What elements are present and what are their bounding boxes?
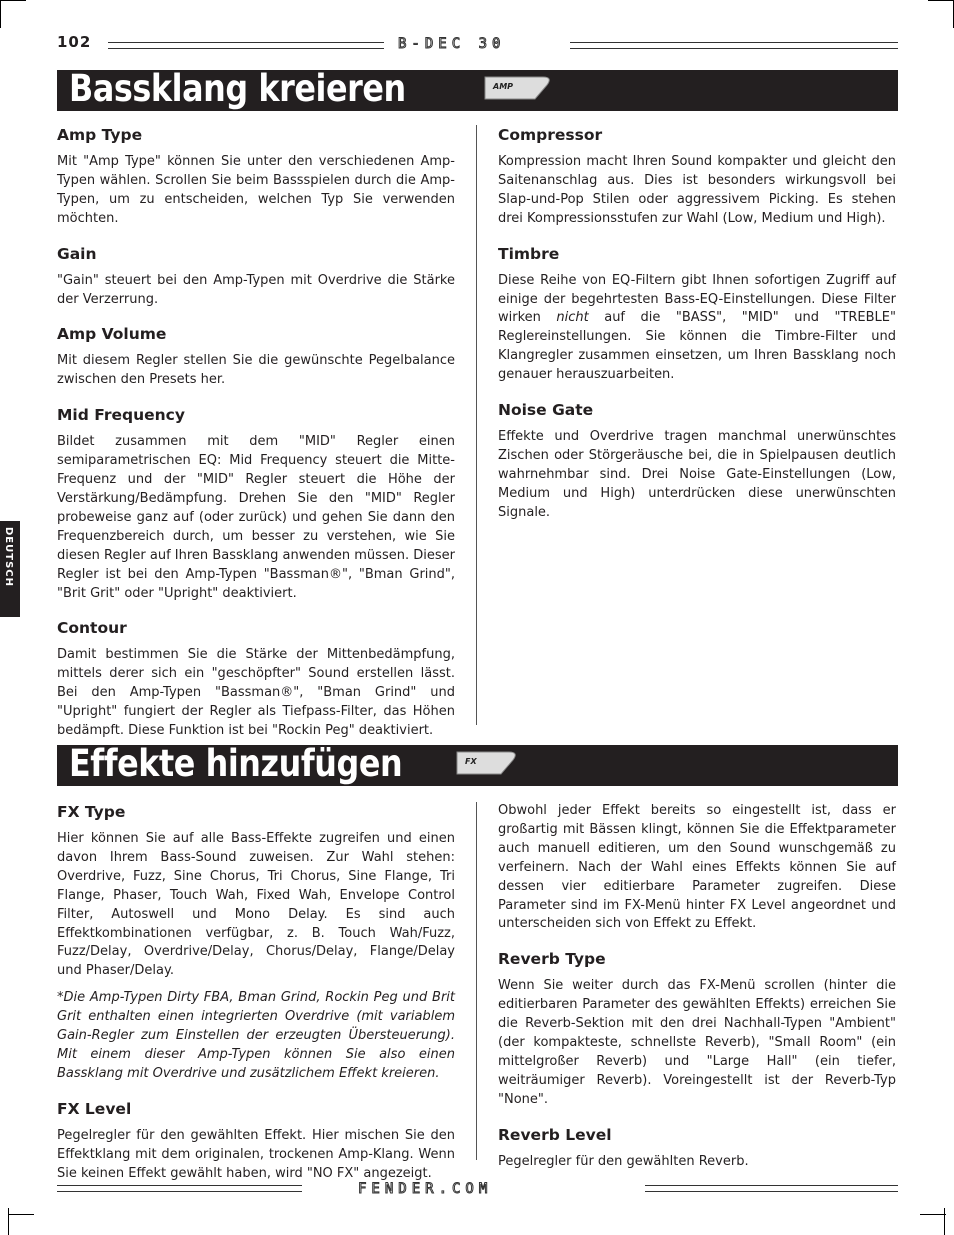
footer-website[interactable]: FENDER.COM: [358, 1181, 493, 1197]
section2-right-column: [498, 802, 896, 1187]
section1-left-column: [57, 125, 455, 756]
heading-compressor: Compressor: [498, 126, 603, 144]
paragraph: "Gain" steuert bei den Amp-Typen mit Overdrive die Stärke der Verzerrung.: [57, 272, 455, 307]
footer-rule-right: [645, 1185, 898, 1192]
heading-mid-frequency: Mid Frequency: [57, 406, 185, 425]
paragraph: Mit "Amp Type" können Sie unter den verschiedenen Amp-Typen wählen. Scrollen Sie beim Bassspielen durch die Amp-Typen, um zu entscheiden, welchen Typ Sie verwenden möchten.: [57, 154, 455, 226]
crop-mark: [0, 0, 1, 28]
paragraph: Mit diesem Regler stellen Sie die gewünschte Pegelbalance zwischen den Presets her.: [57, 353, 455, 388]
heading-gain: Gain: [57, 244, 97, 263]
language-tab: [0, 521, 20, 617]
section-title: Bassklang kreieren: [69, 67, 406, 110]
heading-reverb-level: Reverb Level: [498, 1125, 612, 1144]
crop-mark: [928, 0, 954, 1]
column-divider: [476, 125, 477, 725]
section1-right-column: [498, 125, 896, 538]
header-rule-left: [108, 42, 384, 49]
language-label: DEUTSCH: [3, 527, 14, 587]
heading-amp-type: Amp Type: [57, 126, 143, 144]
section2-left-column: [57, 802, 455, 1199]
header-rule-right: [570, 42, 898, 49]
paragraph: Damit bestimmen Sie die Stärke der Mittenbedämpfung, mittels derer sich ein "geschöpfter" Sound erstellen lässt. Bei den Amp-Typen "Bassman®", "Bman Grind" und "Upright" fungiert der Regler als Tiefpass-Filter, das Höhen bedämpft. Diese Funktion ist bei "Rockin Peg" deaktiviert.: [57, 647, 455, 739]
fx-tab: [455, 750, 519, 776]
amp-tab: [483, 75, 553, 101]
amp-tab-label: AMP: [493, 82, 514, 91]
heading-fx-level: FX Level: [57, 1099, 132, 1118]
paragraph: Obwohl jeder Effekt bereits so eingestellt ist, dass er großartig mit Bässen klingt, können Sie die Effektparameter auch manuell editieren, um den Sound wunschgemäß zu verfeinern. Nach der Wahl eines Effekts können Sie auf dessen vier editierbare Parameter zugreifen. Diese Parameter sind im FX-Menü hinter FX Level angeordnet und unterscheiden sich von Effekt zu Effekt.: [498, 803, 896, 932]
heading-amp-volume: Amp Volume: [57, 325, 167, 344]
product-name: B-DEC 30: [398, 36, 506, 52]
paragraph: Wenn Sie weiter durch das FX-Menü scrollen (hinter die editierbaren Parameter des gewählten Effekts) erreichen Sie die Reverb-Sektion mit den drei Nachhall-Typen "Ambient" (der kompakteste, schnellste Reverb), "Small Room" (ein mittelgroßer Reverb) und "Large Hall" (ein tiefer, weiträumiger Reverb). Voreingestellt ist der Reverb-Typ "None".: [498, 978, 896, 1107]
heading-reverb-type: Reverb Type: [498, 950, 606, 969]
crop-mark: [0, 0, 26, 1]
paragraph: Bildet zusammen mit dem "MID" Regler einen semiparametrischen EQ: Mid Frequency steuert die Mitte-Frequenz und der "MID" Regler steuert die Höhe der Verstärkung/Bedämpfung. Drehen Sie den "MID" Regler probeweise ganz auf (oder zurück) und gehen Sie dann den Frequenzbereich durch, um besser zu verstehen, wie Sie diesen Regler auf Ihren Bassklang anwenden müssen. Dieser Regler ist bei den Amp-Typen "Bassman®", "Bman Grind", "Brit Grit" oder "Upright" deaktiviert.: [57, 434, 455, 601]
emphasis: nicht: [556, 310, 589, 326]
heading-fx-type: FX Type: [57, 803, 126, 821]
footer-rule-left: [57, 1185, 302, 1192]
paragraph: Pegelregler für den gewählten Reverb.: [498, 1153, 749, 1169]
heading-timbre: Timbre: [498, 244, 560, 263]
crop-mark: [944, 1208, 945, 1235]
text-run: auf die "BASS", "MID" und "TREBLE" Reglereinstellungen. Sie können die Timbre-Filter und Klangregler zusammen einsetzen, um Ihren Bassklang noch genauer herauszuarbeiten.: [498, 310, 896, 383]
paragraph: Effekte und Overdrive tragen manchmal unerwünschtes Zischen oder Störgeräusche bei, die in Spielpausen deutlich wahrnehmbar sind. Drei Noise Gate-Einstellungen (Low, Medium und High) unterdrücken diese unerwünschten Signale.: [498, 429, 896, 520]
text-run: Diese Reihe von EQ-Filtern gibt Ihnen sofortigen Zugriff auf einige der begehrtesten Bass-EQ-Einstellungen. Diese Filter wirken: [498, 272, 896, 326]
crop-mark: [8, 1214, 34, 1215]
heading-contour: Contour: [57, 619, 127, 638]
paragraph: Hier können Sie auf alle Bass-Effekte zugreifen und einen davon Ihrem Bass-Sound zuweisen. Zur Wahl stehen: Overdrive, Fuzz, Sine Chorus, Tri Chorus, Sine Flange, Tri Flange, Phaser, Touch Wah, Fixed Wah, Envelope Control Filter, Autoswell und Mono Delay. Es sind auch Effektkombinationen verfügbar, z. B. Touch Wah/Fuzz, Fuzz/Delay, Overdrive/Delay, Chorus/Delay, Flange/Delay und Phaser/Delay.: [57, 831, 455, 979]
paragraph: Kompression macht Ihren Sound kompakter und gleicht den Saitenanschlag aus. Dies ist besonders wirkungsvoll bei Slap-und-Pop Stilen oder aggressivem Picking. Es stehen drei Kompressionsstufen zur Wahl (Low, Medium und High).: [498, 154, 896, 226]
paragraph: [498, 272, 896, 385]
fx-tab-label: FX: [465, 757, 477, 766]
paragraph: Pegelregler für den gewählten Effekt. Hier mischen Sie den Effektklang mit dem originalen, trockenen Amp-Klang. Wenn Sie keinen Effekt gewählt haben, wird "NO FX" angezeigt.: [57, 1127, 455, 1181]
crop-mark: [920, 1214, 946, 1215]
section-banner-effekte: [57, 742, 898, 786]
footnote: *Die Amp-Typen Dirty FBA, Bman Grind, Rockin Peg und Brit Grit enthalten einen integrierten Overdrive (mit variablem Gain-Regler zum Einstellen der erzeugten Übersteuerung). Mit einem dieser Amp-Typen können Sie also einen Bassklang mit Overdrive und zusätzlichem Effekt kreieren.: [57, 990, 455, 1081]
column-divider: [476, 802, 477, 1160]
section-title: Effekte hinzufügen: [69, 742, 403, 785]
crop-mark: [8, 1208, 9, 1235]
section-banner-bassklang: [57, 67, 898, 111]
page-number: 102: [57, 33, 92, 51]
heading-noise-gate: Noise Gate: [498, 401, 594, 420]
